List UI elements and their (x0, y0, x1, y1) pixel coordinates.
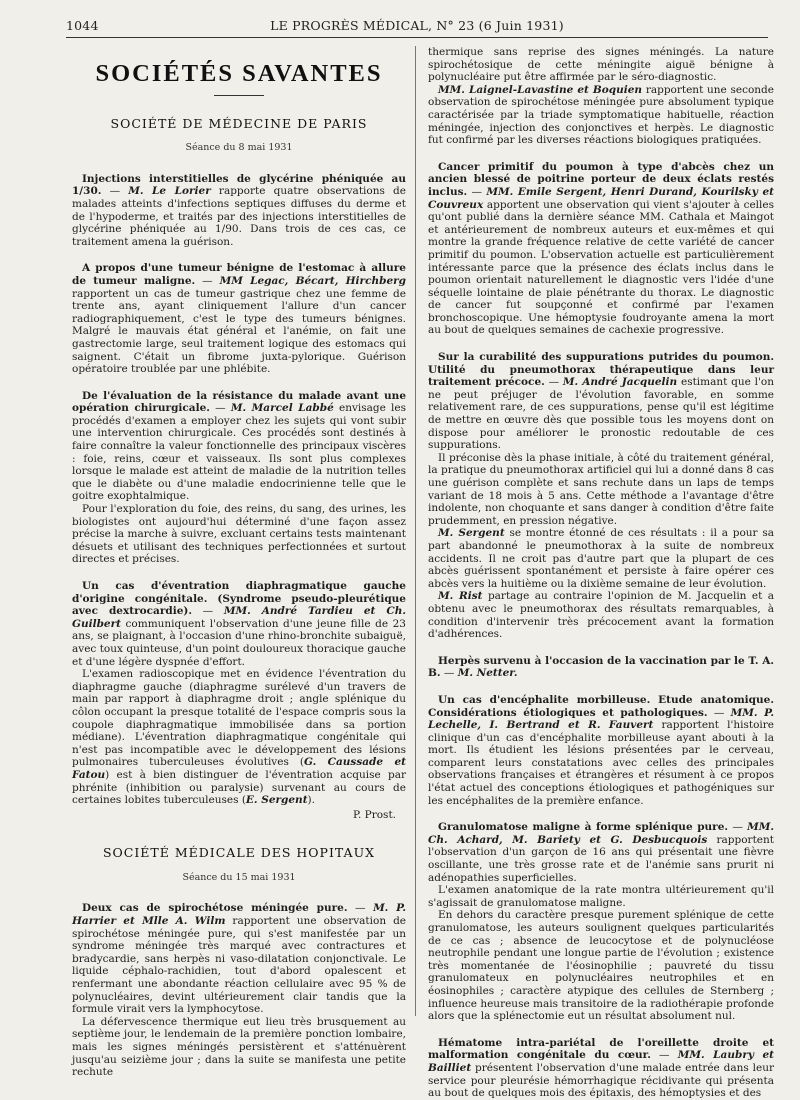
article-text: présentent l'observation d'une malade entrée dans leur service pour pleurésie hémorrhagique récidivante qui présenta au bout de quelques mois des épitaxis, des hémoptysies et des (428, 1061, 774, 1100)
page-number: 1044 (66, 17, 99, 33)
article-text: se montre étonné de ces résultats : il a pour sa part abandonné le pneumothorax à la suite de nombreux accidents. Il ne croit pas d'autre part que la plupart de ces abcès guérissent spontanément et persiste à faire opérer ces abcès vers la huitième ou la dixième semaine de leur évolution. (428, 527, 774, 590)
column-divider (415, 46, 416, 1016)
article-authors: MM. Laignel-Lavastine et Boquien (438, 83, 643, 96)
article-headline: Cancer primitif du poumon à type d'abcès chez un ancien blessé de poitrine porteur de deux éclats restés inclus. (428, 160, 774, 198)
article-headline: Un cas d'éventration diaphragmatique gauche d'origine congénitale. (Syndrome pseudo-pleurétique avec dextrocardie). (72, 580, 406, 618)
citation-authors: G. Caussade et Fatou (72, 756, 406, 781)
article-continuation: Pour l'exploration du foie, des reins, du sang, des urines, les biologistes ont aujourd'hui déterminé d'une façon assez précise la marche à suivre, excluant certains tests maintenant désuets et utilisant des techniques perfectionnées et surtout directes et précises. (72, 503, 406, 566)
continuation-text: L'examen radioscopique met en évidence l'éventration du diaphragme gauche (diaphragme surélevé d'un travers de main par rapport à diaphragme droit ; angle splénique du côlon occupant la presque totalité de l'espace compris sous la coupole diaphragmatique immobilisée dans sa portion médiane). L'éventration diaphragmatique congénitale qui n'est pas incompatible avec le développement des lésions pulmonaires tuberculeuses évolutives (72, 668, 406, 769)
continuation-tail: est à bien distinguer de l'éventration acquise par phrénite (inhibition ou paralysie) survenant au cours de certaines lobites tuberculeuses (72, 768, 407, 807)
article-text: rapportent une observation de spirochétose méningée pure, qui s'est manifestée par un syndrome méningée très marqué avec contractures et bradycardie, sans herpès ni vaso-dilatation conjonctivale. Le liquide céphalo-rachidien, tout d'abord opalescent et renfermant une abondante réaction cellulaire avec 95 % de polynucléaires, devint ultérieurement clair tandis que la formule virait vers la lymphocytose. (72, 915, 406, 1016)
article-text: rapporte quatre observations de malades atteints d'infections septiques diffuses du derme et de l'hypoderme, et traités par des injections interstitielles de glycérine phéniquée au 1/90. Dans trois de ces cas, ce traitement amena la guérison. (72, 185, 406, 248)
article-headline: Granulomatose maligne à forme splénique pure. (438, 821, 729, 834)
session-date: Séance du 15 mai 1931 (182, 871, 296, 883)
article-entry: De l'évaluation de la résistance du malade avant une opération chirurgicale. — M. Marcel Labbé envisage les procédés d'examen a employer chez les sujets qui vont subir une intervention chirurgicale. Ces procédés sont destinés à faire connaître la valeur fonctionnelle des principaux viscères : foie, reins, cœur et vaisseaux. Ils sont plus complexes lorsque le malade est atteint de maladie de la nutrition telles que le diabète ou d'une maladie endocrinienne telle que le goitre exophtalmique. (72, 389, 407, 503)
article-text: communiquent l'observation d'une jeune fille de 23 ans, se plaignant, à l'occasion d'une rhino-bronchite subaiguë, avec toux quinteuse, d'un point douloureux thoracique gauche et d'une légère dyspnée d'effort. (72, 617, 406, 668)
journal-title: LE PROGRÈS MÉDICAL, N° 23 (6 Juin 1931) (270, 17, 564, 33)
article-entry: Sur la curabilité des suppurations putrides du poumon. Utilité du pneumothorax thérapeutique dans leur traitement précoce. — M. André Jacquelin estimant que l'on ne peut préjuger de l'évolution favorable, en somme relativement rare, de ces suppurations, pense qu'il est légitime de mettre en œuvre dès que possible tous les moyens dont on dispose pour améliorer le pronostic redoutable de ces suppurations. (428, 351, 774, 452)
article-entry: Deux cas de spirochétose méningée pure. — M. P. Harrier et Mlle A. Wilm rapportent une observation de spirochétose méningée pure, qui s'est manifestée par un syndrome méningée très marqué avec contractures et bradycardie, sans herpès ni vaso-dilatation conjonctivale. Le liquide céphalo-rachidien, tout d'abord opalescent et renfermant une abondante réaction cellulaire avec 95 % de polynucléaires, devint ultérieurement clair tandis que la formule virait vers la lymphocytose. (72, 902, 406, 1016)
article-text: rapportent une seconde observation de spirochétose méningée pure absolument typique caractérisée par la triade symptomatique habituelle, réaction méningée, injection des conjonctives et herpès. Le diagnostic fut confirmé par les diverses réactions biologiques pratiquées. (428, 83, 774, 147)
article-continuation: L'examen anatomique de la rate montra ultérieurement qu'il s'agissait de granulomatose maligne. (428, 884, 774, 909)
section-gap (72, 821, 406, 847)
right-column (428, 46, 775, 1100)
article-text: rapportent l'observation d'un garçon de 16 ans qui présentait une fièvre oscillante, une très grosse rate et de l'anémie sans prurit ni adénopathies superficielles. (428, 833, 774, 884)
signature: P. Prost. (353, 808, 396, 821)
article-authors: MM. André Tardieu et Ch. Guilbert (72, 605, 406, 630)
article-headline: Sur la curabilité des suppurations putrides du poumon. Utilité du pneumothorax thérapeutique dans leur traitement précoce. (428, 351, 774, 389)
article-authors: M. Netter. (457, 667, 518, 680)
article-text: envisage les procédés d'examen a employer chez les sujets qui vont subir une intervention chirurgicale. Ces procédés sont destinés à faire connaître la valeur fonctionnelle des principaux viscères : foie, reins, cœur et vaisseaux. Ils sont plus complexes lorsque le malade est atteint de maladie de la nutrition telles que le diabète ou d'une maladie endocrinienne telle que le goitre exophtalmique. (72, 402, 407, 503)
article-carryover: thermique sans reprise des signes méningés. La nature spirochétosique de cette méningite aiguë bénigne à polynucléaire put être affirmée par le séro-diagnostic. (428, 46, 774, 84)
title-rule (214, 95, 264, 96)
society-title: SOCIÉTÉ DE MÉDECINE DE PARIS (110, 115, 368, 131)
article-headline: De l'évaluation de la résistance du malade avant une opération chirurgicale. (72, 389, 406, 415)
article-authors: M. Sergent (438, 527, 505, 540)
article-entry: A propos d'une tumeur bénigne de l'estomac à allure de tumeur maligne. — MM Legac, Bécart, Hirchberg rapportent un cas de tumeur gastrique chez une femme de trente ans, ayant cliniquement l'allure d'un cancer radiographiquement, c'est le type des tumeurs bénignes. Malgré le mauvais état général et l'anémie, on fait une gastrectomie large, seul traitement logique des estomacs qui saignent. C'était un fibrome juxta-pylorique. Guérison opératoire troublée par une phlébite. (72, 262, 407, 376)
article-headline: Un cas d'encéphalite morbilleuse. Etude anatomique. Considérations étiologiques et pathologiques. (428, 693, 774, 719)
article-headline: A propos d'une tumeur bénigne de l'estomac à allure de tumeur maligne. (72, 262, 406, 287)
article-entry: Cancer primitif du poumon à type d'abcès chez un ancien blessé de poitrine porteur de deux éclats restés inclus. — MM. Emile Sergent, Henri Durand, Kourilsky et Couvreux apportent une observation qui vient s'ajouter à celles qu'ont publié dans la dernière séance MM. Cathala et Maingot et antérieurement de nombreux auteurs et eux-mêmes et qui montre la grande fréquence relative de cette variété de cancer primitif du poumon. L'observation actuelle est particulièrement intéressante parce que la présence des éclats inclus dans le poumon orientait naturellement le diagnostic vers l'idée d'une séquelle lointaine de plaie pénétrante du thorax. Le diagnostic de cancer fut soupçonné et confirmé par l'examen bronchoscopique. Une hémoptysie foudroyante amena la mort au bout de quelques semaines de cachexie progressive. (428, 160, 774, 337)
article-authors: M. Marcel Labbé (230, 402, 334, 415)
article-headline: Injections interstitielles de glycérine phéniquée au 1/30. (72, 172, 406, 198)
article-continuation: L'examen radioscopique met en évidence l'éventration du diaphragme gauche (diaphragme surélevé d'un travers de main par rapport à diaphragme droit ; angle splénique du côlon occupant la presque totalité de l'espace compris sous la coupole diaphragmatique immobilisée dans sa portion médiane). L'éventration diaphragmatique congénitale qui n'est pas incompatible avec le développement des lésions pulmonaires tuberculeuses évolutives (G. Caussade et Fatou) est à bien distinguer de l'éventration acquise par phrénite (inhibition ou paralysie) survenant au cours de certaines lobites tuberculeuses (E. Sergent). (72, 668, 407, 807)
article-entry (428, 84, 774, 147)
article-headline: Herpès survenu à l'occasion de la vaccination par le T. A. B. (428, 654, 774, 680)
society-title: SOCIÉTÉ MÉDICALE DES HOPITAUX (102, 845, 376, 861)
article-continuation: La défervescence thermique eut lieu très brusquement au septième jour, le lendemain de la première ponction lombaire, mais les signes méningés persistèrent et s'atténuèrent jusqu'au seizième jour ; dans la suite se manifesta une petite rechute (72, 1015, 406, 1079)
page-title: SOCIÉTÉS SAVANTES (95, 60, 383, 87)
article-entry: Hématome intra-pariétal de l'oreillette droite et malformation congénitale du cœur. — MM. Laubry et Bailliet présentent l'observation d'une malade entrée dans leur service pour pleurésie hémorrhagique récidivante qui présenta au bout de quelques mois des épitaxis, des hémoptysies et des (428, 1036, 774, 1100)
article-entry: Injections interstitielles de glycérine phéniquée au 1/30. — M. Le Lorier rapporte quatre observations de malades atteints d'infections septiques diffuses du derme et de l'hypoderme, et traités par des injections interstitielles de glycérine phéniquée au 1/90. Dans trois de ces cas, ce traitement amena la guérison. (72, 172, 406, 248)
article-entry (428, 590, 774, 640)
left-column (72, 46, 407, 1079)
running-head (66, 16, 768, 34)
article-text: apportent une observation qui vient s'ajouter à celles qu'ont publié dans la dernière séance MM. Cathala et Maingot et antérieurement de nombreux auteurs et eux-mêmes et qui montre la grande fréquence relative de cette variété de cancer primitif du poumon. L'observation actuelle est particulièrement intéressante parce que la présence des éclats inclus dans le poumon orientait naturellement le diagnostic vers l'idée d'une séquelle lointaine de plaie pénétrante du thorax. Le diagnostic de cancer fut soupçonné et confirmé par l'examen bronchoscopique. Une hémoptysie foudroyante amena la mort au bout de quelques semaines de cachexie progressive. (428, 198, 774, 337)
article-authors: MM. Ch. Achard, M. Bariety et G. Desbucquois (428, 821, 774, 846)
article-headline: Deux cas de spirochétose méningée pure. (82, 902, 348, 915)
article-authors: MM Legac, Bécart, Hirchberg (219, 274, 407, 287)
article-authors: MM. Laubry et Bailliet (428, 1049, 774, 1074)
article-entry: Un cas d'encéphalite morbilleuse. Etude anatomique. Considérations étiologiques et pathologiques. — MM. P. Lechelle, I. Bertrand et R. Fauvert rapportent l'histoire clinique d'un cas d'encéphalite morbilleuse ayant abouti à la mort. Ils étudient les lésions présentées par le cerveau, comparent leurs constatations avec celles des principales observations françaises et étrangères et résument à ce propos l'état actuel des conceptions étiologiques et pathogéniques sur les encéphalites de la première enfance. (428, 693, 775, 807)
citation-authors: E. Sergent (245, 794, 308, 807)
article-entry: Herpès survenu à l'occasion de la vaccination par le T. A. B. — M. Netter. (428, 654, 774, 680)
article-text: rapportent un cas de tumeur gastrique chez une femme de trente ans, ayant cliniquement l'allure d'un cancer radiographiquement, c'est le type des tumeurs bénignes. Malgré le mauvais état général et l'anémie, on fait une gastrectomie large, seul traitement logique des estomacs qui saignent. C'était un fibrome juxta-pylorique. Guérison opératoire troublée par une phlébite. (72, 287, 406, 376)
article-text: partage au contraire l'opinion de M. Jacquelin et a obtenu avec le pneumothorax des résultats remarquables, à condition d'intervenir très précocement avant la formation d'adhérences. (428, 590, 774, 641)
article-continuation: En dehors du caractère presque purement splénique de cette granulomatose, les auteurs soulignent quelques particularités de ce cas ; absence de leucocytose et de polynucléose neutrophile pendant une longue partie de l'évolution ; existence très momentanée de l'éosinophilie ; pauvreté du tissu granulomateux en polynucléaires neutrophiles et en éosinophiles ; caractère atypique des cellules de Sternberg ; influence heureuse mais transitoire de la radiothérapie profonde alors que la splénectomie eut un résultat absolument nul. (428, 909, 774, 1023)
article-authors: M. Rist (438, 590, 483, 603)
article-entry: Un cas d'éventration diaphragmatique gauche d'origine congénitale. (Syndrome pseudo-pleurétique avec dextrocardie). — MM. André Tardieu et Ch. Guilbert communiquent l'observation d'une jeune fille de 23 ans, se plaignant, à l'occasion d'une rhino-bronchite subaiguë, avec toux quinteuse, d'un point douloureux thoracique gauche et d'une légère dyspnée d'effort. (72, 580, 406, 668)
article-authors: M. P. Harrier et Mlle A. Wilm (72, 902, 406, 928)
session-date: Séance du 8 mai 1931 (185, 142, 293, 154)
article-text: rapportent l'histoire clinique d'un cas d'encéphalite morbilleuse ayant abouti à la mort. Ils étudient les lésions présentées par le cerveau, comparent leurs constatations avec celles des principales observations françaises et étrangères et résument à ce propos l'état actuel des conceptions étiologiques et pathogéniques sur les encéphalites de la première enfance. (428, 719, 775, 807)
article-headline: Hématome intra-pariétal de l'oreillette droite et malformation congénitale du cœur. (428, 1036, 774, 1062)
article-authors: M. Le Lorier (128, 185, 211, 198)
header-rule (66, 37, 768, 38)
article-authors: M. André Jacquelin (562, 376, 678, 389)
article-entry (428, 527, 774, 590)
article-authors: MM. Emile Sergent, Henri Durand, Kourilsky et Couvreux (428, 185, 774, 211)
article-authors: MM. P. Lechelle, I. Bertrand et R. Fauvert (428, 706, 774, 732)
article-text: estimant que l'on ne peut préjuger de l'évolution favorable, en somme relativement rare, de ces suppurations, pense qu'il est légitime de mettre en œuvre dès que possible tous les moyens dont on dispose pour améliorer le pronostic redoutable de ces suppurations. (428, 376, 774, 452)
article-continuation: Il préconise dès la phase initiale, à côté du traitement général, la pratique du pneumothorax artificiel qui lui a donné dans 8 cas une guérison complète et sans rechute dans un laps de temps variant de 18 mois à 5 ans. Cette méthode a l'avantage d'être indolente, non choquante et sans danger à condition d'être faite prudemment, en pression négative. (428, 451, 774, 527)
article-entry: Granulomatose maligne à forme splénique pure. — MM. Ch. Achard, M. Bariety et G. Desbucquois rapportent l'observation d'un garçon de 16 ans qui présentait une fièvre oscillante, une très grosse rate et de l'anémie sans prurit ni adénopathies superficielles. (428, 821, 774, 884)
